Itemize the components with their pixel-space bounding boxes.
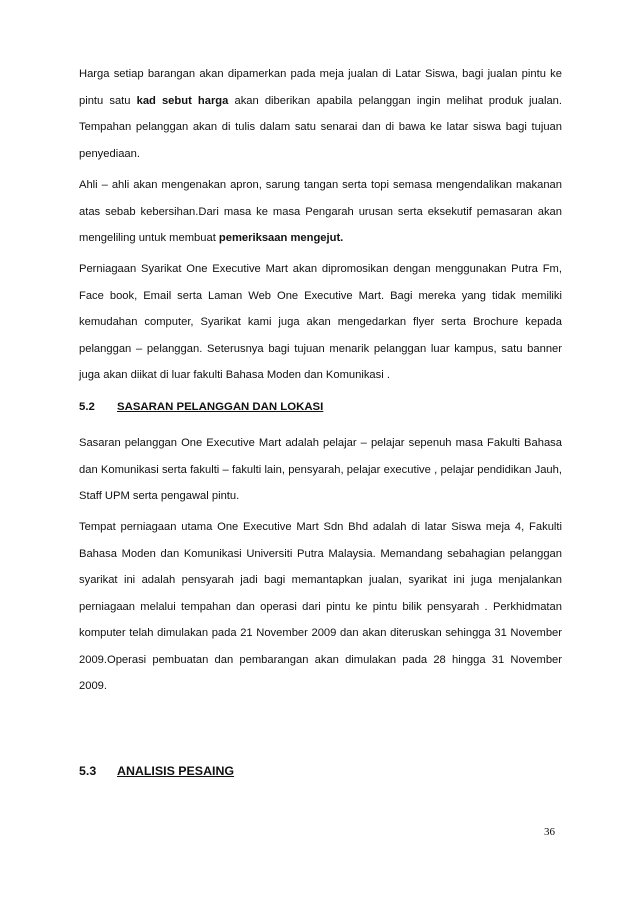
section-heading-5-3 xyxy=(79,764,234,778)
paragraph-business-location: Tempat perniagaan utama One Executive Mart Sdn Bhd adalah di latar Siswa meja 4, Fakulti Bahasa Moden dan Komunikasi Universiti Putra Malaysia. Memandang sebahagian pelanggan syarikat ini adalah pensyarah jadi bagi memantapkan jualan, syarikat ini juga menjalankan perniagaan melalui tempahan dan operasi dari pintu ke pintu bilik pensyarah . Perkhidmatan komputer telah dimulakan pada 21 November 2009 dan akan diteruskan sehingga 31 November 2009.Operasi pembuatan dan pembarangan akan dimulakan pada 28 hingga 31 November 2009. xyxy=(79,521,562,692)
section-number-5-3: 5.3 xyxy=(79,764,97,778)
section-number-5-2: 5.2 xyxy=(79,401,95,413)
section-title-5-3: ANALISIS PESAING xyxy=(117,764,235,778)
paragraph-pricing-text-end: akan diberikan apabila pelanggan ingin melihat produk jualan. Tempahan pelanggan akan di tulis dalam satu senarai dan di bawa ke latar siswa bagi tujuan penyediaan. xyxy=(79,94,563,160)
paragraph-pricing-bold: kad sebut harga xyxy=(136,94,229,107)
section-title-5-2: SASARAN PELANGGAN DAN LOKASI xyxy=(117,401,324,413)
page-number: 36 xyxy=(544,826,555,838)
paragraph-hygiene-bold: pemeriksaan mengejut. xyxy=(218,232,344,244)
paragraph-promotion: Perniagaan Syarikat One Executive Mart akan dipromosikan dengan menggunakan Putra Fm, Face book, Email serta Laman Web One Executive Mart. Bagi mereka yang tidak memiliki kemudahan computer, Syarikat kami juga akan mengedarkan flyer serta Brochure kepada pelanggan – pelanggan. Seterusnya bagi tujuan menarik pelanggan luar kampus, satu banner juga akan diikat di luar fakulti Bahasa Moden dan Komunikasi . xyxy=(79,263,562,381)
paragraph-pricing-text-start: Harga setiap barangan akan dipamerkan pada meja jualan di Latar Siswa, bagi jualan pintu ke pintu satu xyxy=(79,68,562,107)
paragraph-hygiene-text-start: Ahli – ahli akan mengenakan apron, sarung tangan serta topi semasa mengendalikan makanan atas sebab kebersihan.Dari masa ke masa Pengarah urusan serta eksekutif pemasaran akan mengeliling untuk membuat xyxy=(79,179,562,244)
paragraph-target-customers: Sasaran pelanggan One Executive Mart adalah pelajar – pelajar sepenuh masa Fakulti Bahasa dan Komunikasi serta fakulti – fakulti lain, pensyarah, pelajar executive , pelajar pendidikan Jauh, Staff UPM serta pengawal pintu. xyxy=(79,437,562,502)
paragraph-pricing xyxy=(79,61,562,167)
section-heading-5-2 xyxy=(79,401,323,413)
paragraph-hygiene xyxy=(79,172,562,252)
